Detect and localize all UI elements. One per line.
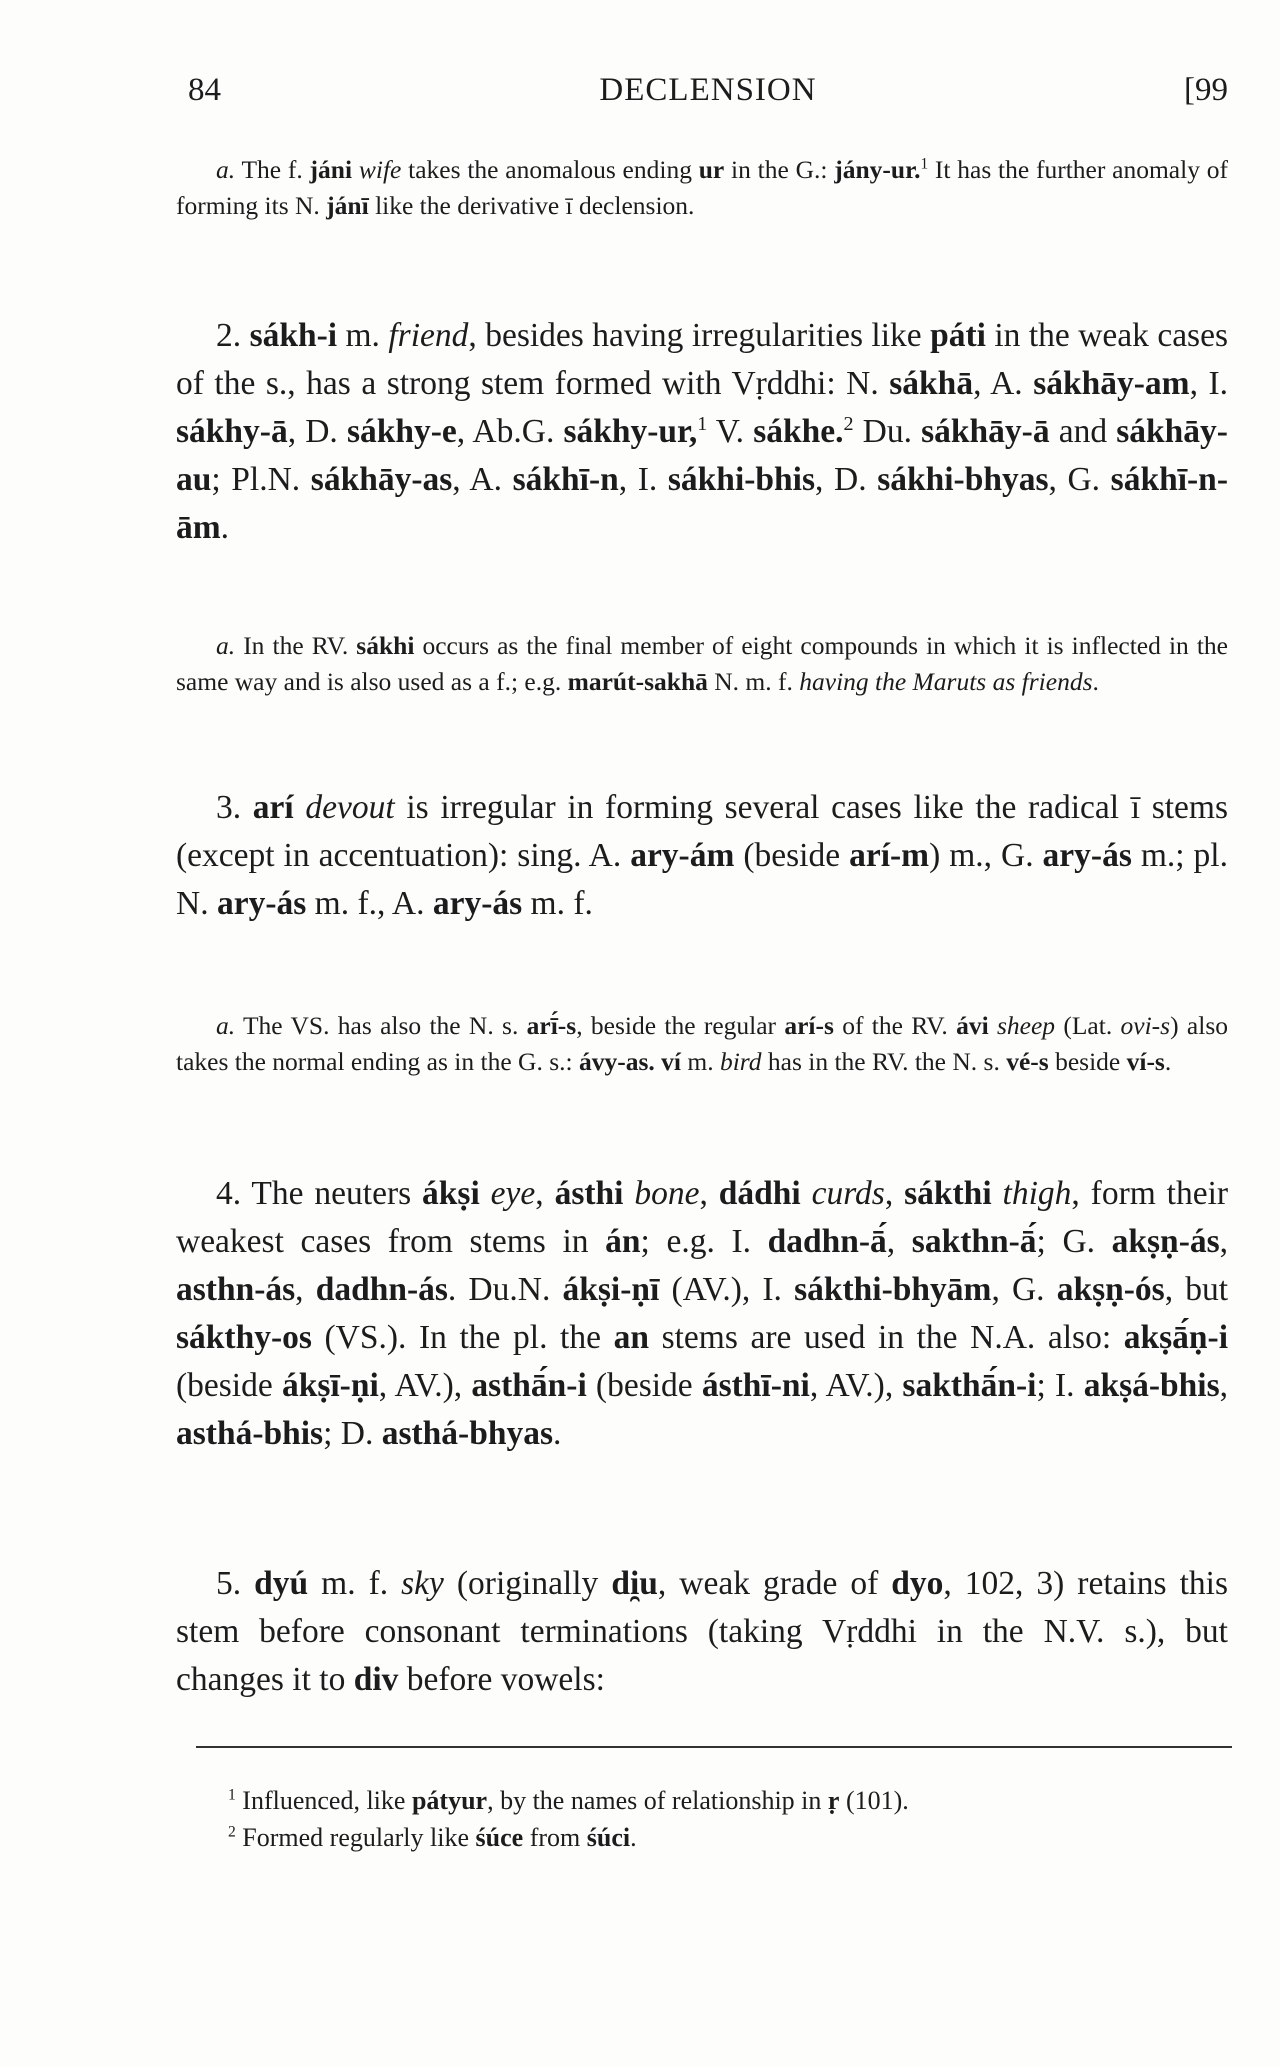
sanskrit-term: asthá-bhyas	[381, 1415, 553, 1452]
text-run: is irregular in forming several cases like the radical ī stems (except in accentuation): sing. A.	[176, 789, 1229, 874]
text-run: beside	[1048, 1047, 1127, 1076]
sanskrit-term: akṣṇ-ás	[1111, 1223, 1220, 1260]
latin-term: ovi-s	[1120, 1011, 1171, 1040]
text-run: before vowels:	[398, 1661, 605, 1698]
gloss: curds	[811, 1175, 885, 1212]
text-run: N. m. f.	[707, 667, 800, 696]
sanskrit-term: arí-m	[849, 837, 930, 874]
text-run: , beside the regular	[576, 1011, 785, 1040]
text-run: .	[1092, 667, 1099, 696]
text-run: takes the anomalous ending	[401, 155, 699, 184]
sanskrit-term: an	[613, 1319, 649, 1356]
sanskrit-term: ásthi	[554, 1175, 624, 1212]
text-run: ,	[886, 1223, 912, 1260]
text-run: . Du.N.	[447, 1271, 563, 1308]
sanskrit-term: marút-sakhā	[567, 667, 708, 696]
text-run: , 102, 3) retains this stem before consonant terminations (taking Vṛddhi in the N.V. s.), but changes it to	[176, 1565, 1228, 1698]
text-run: , weak grade of	[657, 1565, 892, 1602]
sanskrit-term: páti	[930, 317, 986, 354]
text-run: .	[1164, 1047, 1172, 1076]
gloss: having the Maruts as friends	[799, 667, 1093, 696]
sanskrit-term: ary-ám	[630, 837, 735, 874]
note-label: a.	[216, 631, 236, 660]
sanskrit-term: arī́-s	[526, 1011, 577, 1040]
sanskrit-term: arí-s	[784, 1011, 834, 1040]
text-run: m. f., A.	[306, 885, 433, 922]
sanskrit-term: sákthi-bhyām	[794, 1271, 992, 1308]
sanskrit-term: arí	[252, 789, 294, 826]
page-number: 84	[188, 72, 221, 108]
text-run: (beside	[176, 1367, 282, 1404]
text-run: , form their weakest cases from stems in	[176, 1175, 1229, 1260]
text-run: , D.	[815, 461, 878, 498]
text-run: , G.	[991, 1271, 1057, 1308]
sanskrit-term: sákh-i	[249, 317, 338, 354]
sanskrit-term: sákhī-n-ām	[176, 461, 1228, 546]
text-run: ,	[1219, 1367, 1228, 1404]
text-run: ; D.	[323, 1415, 382, 1452]
footnote-2	[228, 1819, 1228, 1856]
sanskrit-term: ákṣi	[422, 1175, 480, 1212]
text-run: and	[1049, 413, 1117, 450]
sanskrit-term: div	[353, 1661, 399, 1698]
text-run: m.	[337, 317, 389, 354]
text-run: Du.	[853, 413, 922, 450]
sanskrit-term: ví-s	[1126, 1047, 1165, 1076]
text-run: ,	[535, 1175, 555, 1212]
text-run: , Ab.G.	[456, 413, 564, 450]
note-a-jani	[176, 152, 1228, 224]
text-run: .	[630, 1823, 637, 1852]
footnotes	[228, 1782, 1228, 1856]
sanskrit-term: dadhn-ā́	[767, 1223, 887, 1260]
sanskrit-term: sákthy-os	[176, 1319, 312, 1356]
text-run: ; e.g. I.	[640, 1223, 768, 1260]
text-run: from	[523, 1823, 587, 1852]
text-run: stems are used in the N.A. also:	[648, 1319, 1124, 1356]
sanskrit-term: sákhāy-au	[176, 413, 1228, 498]
sanskrit-term: sákhāy-ā	[921, 413, 1050, 450]
note-label: a.	[216, 155, 236, 184]
sanskrit-term: jány-ur.	[834, 155, 921, 184]
text-run: (AV.), I.	[659, 1271, 795, 1308]
text-run: , A.	[973, 365, 1034, 402]
text-run: (101).	[839, 1786, 909, 1815]
footnote-ref: 1	[920, 155, 929, 173]
sanskrit-term: ákṣi-ṇī	[562, 1271, 660, 1308]
gloss: sheep	[996, 1011, 1056, 1040]
paragraph-3-ari	[176, 784, 1228, 928]
text-run: ,	[295, 1271, 316, 1308]
sanskrit-term: sákhy-e	[346, 413, 457, 450]
note-label: a.	[216, 1011, 236, 1040]
text-run: V.	[707, 413, 754, 450]
text-run: , AV.),	[378, 1367, 472, 1404]
text-run: in the weak cases of the s., has a strong stem formed with Vṛddhi: N.	[176, 317, 1229, 402]
text-run: , A.	[452, 461, 513, 498]
paragraph-number: 3.	[216, 789, 253, 826]
text-run: , besides having irregularities like	[468, 317, 931, 354]
text-run: It has the further anomaly of forming its N.	[176, 155, 1228, 220]
text-run: m. f.	[308, 1565, 402, 1602]
sanskrit-term: ásthī-ni	[701, 1367, 810, 1404]
sanskrit-term: sakthn-ā́	[911, 1223, 1037, 1260]
footnote-ref: 2	[843, 412, 854, 435]
sanskrit-term: sákhy-ur,	[563, 413, 698, 450]
text-run: Influenced, like	[235, 1786, 412, 1815]
text-run: .	[220, 509, 230, 546]
text-run: has in the RV. the N. s.	[761, 1047, 1007, 1076]
sanskrit-term: akṣá-bhis	[1083, 1367, 1220, 1404]
sanskrit-term: sákhāy-am	[1033, 365, 1190, 402]
sanskrit-term: sákhy-ā	[176, 413, 288, 450]
sanskrit-term: sákhī-n	[512, 461, 619, 498]
sanskrit-term: dyú	[254, 1565, 309, 1602]
sanskrit-term: di̯u	[611, 1565, 658, 1602]
running-title: DECLENSION	[599, 72, 817, 108]
gloss: devout	[305, 789, 395, 826]
text-run: , but	[1164, 1271, 1229, 1308]
note-a-sakhi-compounds	[176, 628, 1228, 700]
text-run: in the G.:	[724, 155, 835, 184]
footnote-1	[228, 1782, 1228, 1819]
text-run: m. f.	[522, 885, 593, 922]
text-run: ; I.	[1036, 1367, 1084, 1404]
text-run: , G.	[1048, 461, 1111, 498]
sanskrit-term: án	[605, 1223, 641, 1260]
sanskrit-term: pátyur	[411, 1786, 488, 1815]
text-run: ) also takes the normal ending as in the G. s.:	[176, 1011, 1228, 1076]
gloss: bird	[719, 1047, 762, 1076]
sanskrit-term: asthā́n-i	[471, 1367, 587, 1404]
text-run: (beside	[586, 1367, 702, 1404]
text-run: , I.	[618, 461, 668, 498]
gloss: thigh	[1002, 1175, 1072, 1212]
paragraph-number: 4.	[216, 1175, 252, 1212]
text-run: (originally	[443, 1565, 612, 1602]
note-a-vs-ari	[176, 1008, 1228, 1080]
page-header	[188, 72, 1228, 124]
sanskrit-term: dadhn-ás	[315, 1271, 448, 1308]
text-run: , AV.),	[809, 1367, 903, 1404]
text-run: m.; pl. N.	[176, 837, 1228, 922]
text-run: occurs as the final member of eight compounds in which it is inflected in the same way and is also used as a f.; e.g.	[176, 631, 1229, 696]
paragraph-5-dyu	[176, 1560, 1228, 1704]
sanskrit-term: ṛ	[827, 1786, 840, 1815]
sanskrit-term: jánī	[326, 191, 369, 220]
text-run: ,	[699, 1175, 719, 1212]
sanskrit-term: ákṣī-ṇi	[281, 1367, 379, 1404]
sanskrit-term: ary-ás	[1042, 837, 1132, 874]
sanskrit-term: ary-ás	[216, 885, 307, 922]
paragraph-4-neuters	[176, 1170, 1228, 1458]
gloss: bone	[634, 1175, 700, 1212]
sanskrit-term: ávi	[956, 1011, 989, 1040]
text-run: (VS.). In the pl. the	[311, 1319, 614, 1356]
sanskrit-term: sakthā́n-i	[902, 1367, 1037, 1404]
sanskrit-term: sákhi	[356, 631, 415, 660]
sanskrit-term: sákhi-bhis	[667, 461, 816, 498]
text-run: The VS. has also the N. s.	[235, 1011, 527, 1040]
paragraph-number: 5.	[216, 1565, 255, 1602]
sanskrit-term: śúci	[586, 1823, 631, 1852]
sanskrit-term: ví	[661, 1047, 681, 1076]
text-run: ) m., G.	[929, 837, 1043, 874]
text-run: ,	[884, 1175, 905, 1212]
text-run: In the RV.	[235, 631, 357, 660]
sanskrit-term: asthn-ás	[176, 1271, 296, 1308]
text-run: The f.	[235, 155, 310, 184]
sanskrit-term: akṣṇ-ós	[1056, 1271, 1165, 1308]
text-run: ; Pl.N.	[211, 461, 311, 498]
gloss: eye	[490, 1175, 536, 1212]
gloss: sky	[401, 1565, 444, 1602]
text-run: , D.	[287, 413, 347, 450]
sanskrit-term: sákhāy-as	[310, 461, 453, 498]
footnote-number: 2	[228, 1823, 236, 1841]
paragraph-number: 2.	[216, 317, 250, 354]
sanskrit-term: jáni	[309, 155, 353, 184]
sanskrit-term: vé-s	[1006, 1047, 1049, 1076]
text-run: like the derivative ī declension.	[368, 191, 695, 220]
gloss: wife	[358, 155, 402, 184]
sanskrit-term: ur	[698, 155, 725, 184]
text-run: , I.	[1189, 365, 1228, 402]
sanskrit-term: ary-ás	[432, 885, 523, 922]
sanskrit-term: dyo	[891, 1565, 944, 1602]
text-run: .	[553, 1415, 562, 1452]
text-run: Formed regularly like	[235, 1823, 476, 1852]
text-run: , by the names of relationship in	[487, 1786, 828, 1815]
section-reference: [99	[1184, 72, 1228, 108]
sanskrit-term: sákhe.	[753, 413, 844, 450]
text-run: ,	[1219, 1223, 1229, 1260]
sanskrit-term: dádhi	[718, 1175, 801, 1212]
text-run: ; G.	[1036, 1223, 1112, 1260]
gloss: friend	[388, 317, 469, 354]
text-run: (beside	[734, 837, 850, 874]
footnote-divider	[196, 1746, 1232, 1748]
text-run: of the RV.	[833, 1011, 957, 1040]
sanskrit-term: sákhi-bhyas	[877, 461, 1049, 498]
text-run: m.	[680, 1047, 720, 1076]
paragraph-2-sakhi	[176, 312, 1228, 552]
sanskrit-term: akṣā́ṇ-i	[1123, 1319, 1229, 1356]
sanskrit-term: asthá-bhis	[176, 1415, 324, 1452]
text-run: (Lat.	[1055, 1011, 1121, 1040]
footnote-number: 1	[228, 1786, 236, 1804]
sanskrit-term: sákthi	[904, 1175, 992, 1212]
sanskrit-term: śúce	[475, 1823, 524, 1852]
sanskrit-term: ávy-as.	[578, 1047, 655, 1076]
sanskrit-term: sákhā	[889, 365, 974, 402]
footnote-ref: 1	[697, 412, 708, 435]
text-run: The neuters	[251, 1175, 423, 1212]
